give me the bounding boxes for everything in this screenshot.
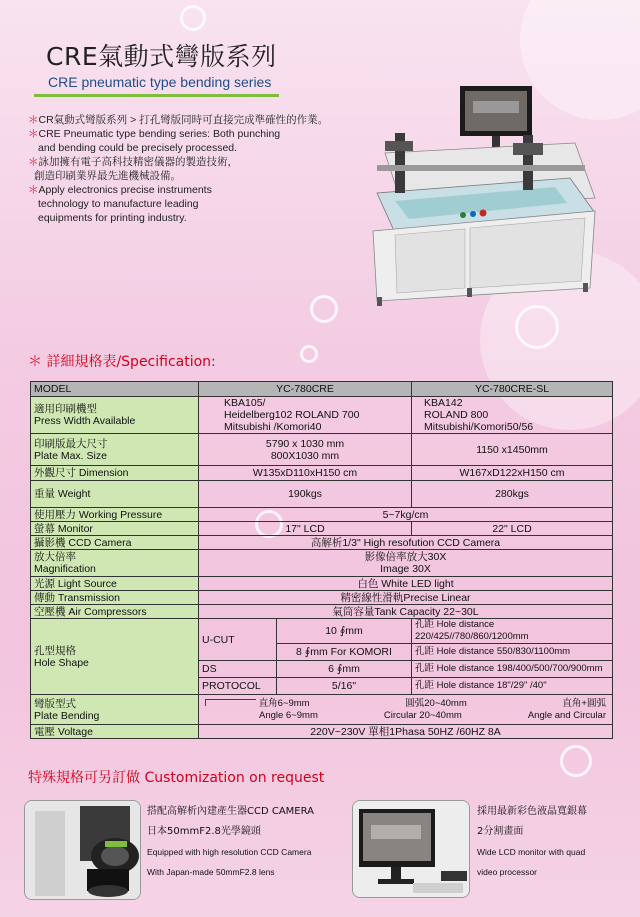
bend-type-3-en: Angle and Circular <box>527 709 606 721</box>
mag-label: 放大倍率 Magnification <box>31 550 199 577</box>
press-a: KBA105/ Heidelberg102 ROLAND 700 Mitsubishi /Komori40 <box>199 397 412 434</box>
model-label: MODEL <box>31 382 199 397</box>
intro-line: technology to manufacture leading <box>38 198 199 210</box>
camera-label: 攝影機 CCD Camera <box>31 536 199 550</box>
plate-label: 印刷版最大尺寸 Plate Max. Size <box>31 434 199 466</box>
table-row <box>31 550 613 577</box>
air-label: 空壓機 Air Compressors <box>31 605 199 619</box>
bend-type-2: 圓弧20~40mm <box>405 697 467 709</box>
table-row <box>31 397 613 434</box>
weight-a: 190kgs <box>199 481 412 508</box>
intro-line: 創造印刷業界最先進機械設備。 <box>34 170 181 182</box>
light-value: 白色 White LED light <box>199 577 613 591</box>
monitor-a: 17" LCD <box>199 522 412 536</box>
press-b: KBA142 ROLAND 800 Mitsubishi/Komori50/56 <box>412 397 613 434</box>
page-title: CRE氣動式彎版系列 <box>46 42 277 71</box>
monitor-photo <box>352 800 470 898</box>
spec-heading: ＊ 詳細規格表/Specification: <box>28 354 216 370</box>
weight-label: 重量 Weight <box>31 481 199 508</box>
trans-value: 精密線性滑軌Precise Linear <box>199 591 613 605</box>
weight-b: 280kgs <box>412 481 613 508</box>
custom-heading: 特殊規格可另訂做 Customization on request <box>28 770 325 786</box>
dim-label: 外觀尺寸 Dimension <box>31 466 199 481</box>
table-row <box>31 536 613 550</box>
hole-label: 孔型規格 Hole Shape <box>31 619 199 695</box>
decor-ring <box>300 345 318 363</box>
intro-line: ＊CR氣動式彎版系列 > 打孔彎版同時可直接完成準確性的作業。 <box>28 114 329 126</box>
decor-ring <box>310 295 338 323</box>
intro-line: and bending could be precisely processed. <box>38 142 238 154</box>
intro-line: ＊詠加擁有電子高科技精密儀器的製造技術， <box>28 156 238 168</box>
plate-b: 1150 x1450mm <box>412 434 613 466</box>
table-row <box>31 695 613 725</box>
table-row <box>31 619 613 644</box>
bend-label: 彎版型式 Plate Bending <box>31 695 199 725</box>
intro-line: ＊CRE Pneumatic type bending series: Both punching <box>28 128 281 140</box>
bend-value <box>199 695 613 725</box>
intro-line: equipments for printing industry. <box>38 212 187 224</box>
hole1-dist: 孔距 Hole distance 220/425//780/860/1200mm <box>412 619 613 644</box>
intro-line: ＊Apply electronics precise instruments <box>28 184 212 196</box>
table-row <box>31 466 613 481</box>
monitor-label: 螢幕 Monitor <box>31 522 199 536</box>
spec-table <box>30 381 613 739</box>
camera-value: 高解析1/3" High resofution CCD Camera <box>199 536 613 550</box>
model-b: YC-780CRE-SL <box>412 382 613 397</box>
table-row <box>31 434 613 466</box>
decor-ring <box>180 5 206 31</box>
table-row <box>31 725 613 739</box>
title-underline <box>34 94 279 97</box>
air-value: 氣筒容量Tank Capacity 22~30L <box>199 605 613 619</box>
hole4-dist: 孔距 Hole distance 18"/29" /40" <box>412 678 613 695</box>
intro-text <box>28 113 358 225</box>
dim-b: W167xD122xH150 cm <box>412 466 613 481</box>
press-label: 適用印刷機型 Press Width Available <box>31 397 199 434</box>
light-label: 光源 Light Source <box>31 577 199 591</box>
bend-type-3: 直角+圓弧 <box>562 697 606 709</box>
bend-type-2-en: Circular 20~40mm <box>383 709 462 721</box>
decor-ring <box>515 305 559 349</box>
monitor-icon <box>353 801 469 897</box>
hole1-size: 10 ∮mm <box>277 619 412 644</box>
camera-icon <box>25 801 140 899</box>
pressure-label: 使用壓力 Working Pressure <box>31 508 199 522</box>
mag-value: 影像倍率放大30X Image 30X <box>199 550 613 577</box>
volt-value: 220V~230V 單相1Phasa 50HZ /60HZ 8A <box>199 725 613 739</box>
model-a: YC-780CRE <box>199 382 412 397</box>
hole3-size: 6 ∮mm <box>277 661 412 678</box>
trans-label: 傳動 Transmission <box>31 591 199 605</box>
table-row <box>31 382 613 397</box>
page-subtitle: CRE pneumatic type bending series <box>48 74 272 90</box>
table-row <box>31 577 613 591</box>
machine-image <box>355 83 610 308</box>
hole2-size: 8 ∮mm For KOMORI <box>277 644 412 661</box>
angle-mark-icon <box>205 699 256 706</box>
hole3-dist: 孔距 Hole distance 198/400/500/700/900mm <box>412 661 613 678</box>
volt-label: 電壓 Voltage <box>31 725 199 739</box>
ucut-label: U-CUT <box>199 619 277 661</box>
table-row <box>31 508 613 522</box>
table-row <box>31 481 613 508</box>
feature-camera: 搭配高解析內建產生器CCD CAMERA 日本50mmF2.8光學鏡頭 Equipped with high resolution CCD Camera With Japan-made 50mmF2.8 lens <box>147 806 314 877</box>
table-row <box>31 591 613 605</box>
dim-a: W135xD110xH150 cm <box>199 466 412 481</box>
hole4-size: 5/16" <box>277 678 412 695</box>
pressure-value: 5~7kg/cm <box>199 508 613 522</box>
bend-type-1: 直角6~9mm <box>205 698 310 710</box>
monitor-b: 22" LCD <box>412 522 613 536</box>
camera-photo <box>24 800 141 900</box>
bend-type-1-en: Angle 6~9mm <box>259 709 318 721</box>
table-row <box>31 522 613 536</box>
protocol-label: PROTOCOL <box>199 678 277 695</box>
feature-monitor: 採用最新彩色液晶寬銀幕 2分割畫面 Wide LCD monitor with quad video processor <box>477 806 587 877</box>
ds-label: DS <box>199 661 277 678</box>
decor-ring <box>560 745 592 777</box>
plate-a: 5790 x 1030 mm 800X1030 mm <box>199 434 412 466</box>
hole2-dist: 孔距 Hole distance 550/830/1100mm <box>412 644 613 661</box>
table-row <box>31 605 613 619</box>
